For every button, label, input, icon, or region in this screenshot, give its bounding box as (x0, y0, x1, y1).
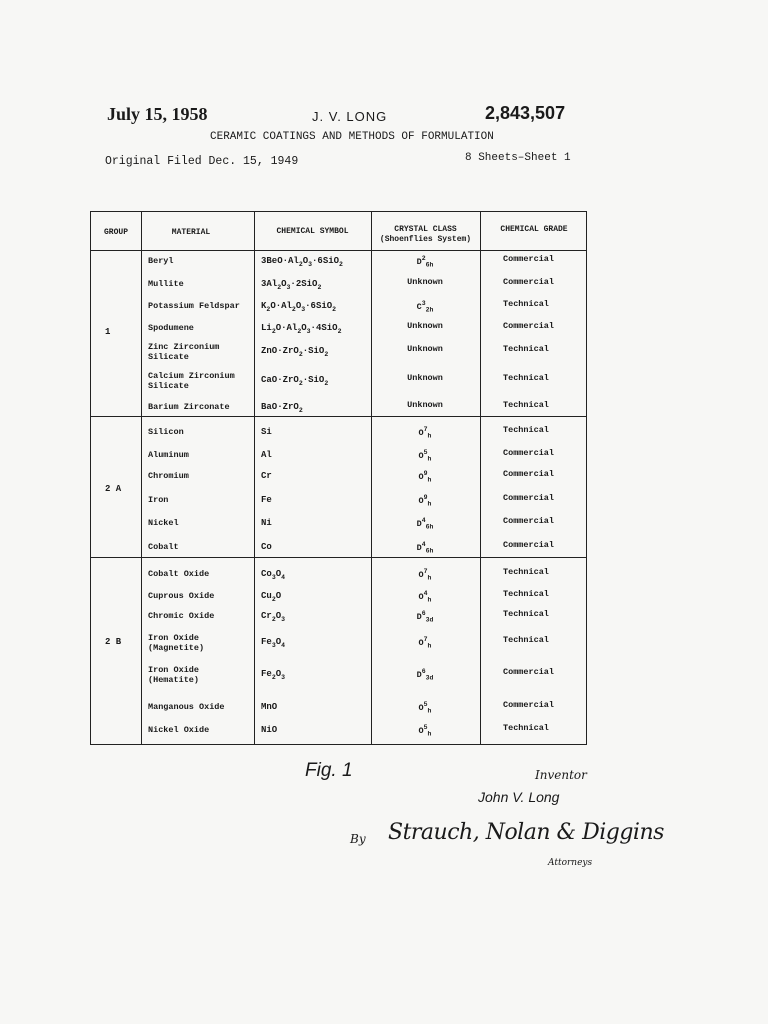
material-cell: Nickel (148, 518, 179, 528)
attorneys-label: Attorneys (548, 858, 593, 868)
chemical-grade-cell: Technical (503, 344, 549, 354)
patent-date: July 15, 1958 (107, 104, 208, 124)
chemical-symbol-cell: NiO (261, 725, 278, 735)
figure-label: Fig. 1 (305, 760, 353, 781)
material-cell: Manganous Oxide (148, 702, 225, 712)
chemical-grade-cell: Technical (503, 567, 549, 577)
crystal-class-cell: Unknown (407, 277, 443, 287)
header-material: MATERIAL (171, 228, 211, 237)
chemical-grade-cell: Technical (503, 589, 549, 599)
material-cell: Mullite (148, 279, 184, 289)
crystal-class-cell: $O^5_h$ (418, 724, 432, 738)
by-label: By (350, 832, 366, 846)
chemical-symbol-cell: $Fe_3O_4$ (261, 637, 286, 649)
crystal-class-cell: $D^4_{6h}$ (416, 517, 434, 531)
chemical-grade-cell: Commercial (503, 700, 555, 710)
material-cell: Chromium (148, 471, 189, 481)
material-cell: Chromic Oxide (148, 611, 215, 621)
chemical-symbol-cell: Ni (261, 518, 272, 528)
crystal-class-cell: Unknown (407, 344, 443, 354)
chemical-symbol-cell: $3Al_2O_3\cdot 2SiO_2$ (261, 279, 322, 291)
chemical-symbol-cell: $Cr_2O_3$ (261, 611, 286, 623)
chemical-symbol-cell: Cr (261, 471, 272, 481)
material-cell: Beryl (148, 256, 174, 266)
chemical-grade-cell: Commercial (503, 469, 555, 479)
chemical-grade-cell: Commercial (503, 516, 555, 526)
chemical-symbol-cell: Fe (261, 495, 272, 505)
crystal-class-cell: $O^4_h$ (418, 590, 432, 604)
group-label: 2 A (105, 484, 122, 494)
crystal-class-cell: Unknown (407, 373, 443, 383)
material-cell: Potassium Feldspar (148, 301, 240, 311)
group-label: 2 B (105, 637, 122, 647)
material-cell: Iron (148, 495, 169, 505)
chemical-symbol-cell: CaO·ZrO$_2$·SiO$_2$ (261, 375, 329, 387)
chemical-symbol-cell: $Fe_2O_3$ (261, 669, 286, 681)
chemical-grade-cell: Technical (503, 400, 549, 410)
chemical-grade-cell: Commercial (503, 667, 555, 677)
material-cell: Cobalt Oxide (148, 569, 210, 579)
patent-number: 2,843,507 (485, 103, 566, 123)
material-cell: Iron Oxide (Magnetite) (148, 633, 205, 653)
material-cell: Barium Zirconate (148, 402, 230, 412)
chemical-symbol-cell: $3BeO\cdot Al_2O_3\cdot 6SiO_2$ (261, 256, 343, 268)
chemical-grade-cell: Technical (503, 425, 549, 435)
material-cell: Iron Oxide (Hematite) (148, 665, 200, 685)
header-chemical-grade: CHEMICAL GRADE (500, 225, 568, 234)
crystal-class-cell: Unknown (407, 321, 443, 331)
material-cell: Cobalt (148, 542, 179, 552)
group-label: 1 (105, 327, 111, 337)
chemical-symbol-cell: Al (261, 450, 272, 460)
chemical-symbol-cell: $Co_3O_4$ (261, 569, 286, 581)
crystal-class-cell: $D^6_{3d}$ (416, 668, 434, 682)
chemical-symbol-cell: $Li_2O\cdot Al_2O_3\cdot 4SiO_2$ (261, 323, 342, 335)
crystal-class-cell: $O^7_h$ (418, 636, 432, 650)
chemical-grade-cell: Commercial (503, 493, 555, 503)
chemical-grade-cell: Commercial (503, 448, 555, 458)
header-crystal-class: CRYSTAL CLASS (Shoenflies System) (379, 225, 472, 244)
inventor-heading: J. V. LONG (312, 109, 388, 124)
chemical-grade-cell: Commercial (503, 277, 555, 287)
crystal-class-cell: $D^4_{6h}$ (416, 541, 434, 555)
header-group: GROUP (103, 228, 128, 237)
chemical-grade-cell: Technical (503, 635, 549, 645)
chemical-symbol-cell: BaO·ZrO$_2$ (261, 402, 303, 414)
crystal-class-cell: $O^5_h$ (418, 449, 432, 463)
chemical-symbol-cell: $Cu_2O$ (261, 591, 282, 603)
material-cell: Calcium Zirconium Silicate (148, 371, 235, 391)
crystal-class-cell: $C^3_{2h}$ (416, 300, 434, 314)
material-cell: Silicon (148, 427, 184, 437)
crystal-class-cell: $O^7_h$ (418, 426, 432, 440)
material-cell: Zinc Zirconium Silicate (148, 342, 220, 362)
chemical-symbol-cell: Co (261, 542, 272, 552)
filed-date: Original Filed Dec. 15, 1949 (105, 155, 299, 168)
material-cell: Nickel Oxide (148, 725, 210, 735)
chemical-grade-cell: Technical (503, 373, 549, 383)
chemical-symbol-cell: $K_2O\cdot Al_2O_3\cdot 6SiO_2$ (261, 301, 337, 313)
crystal-class-cell: $D^2_{6h}$ (416, 255, 434, 269)
crystal-class-cell: $O^7_h$ (418, 568, 432, 582)
chemical-grade-cell: Technical (503, 723, 549, 733)
chemical-grade-cell: Commercial (503, 321, 555, 331)
crystal-class-cell: $O^9_h$ (418, 470, 432, 484)
inventor-label: Inventor (535, 768, 587, 782)
crystal-class-cell: $O^5_h$ (418, 701, 432, 715)
materials-table (90, 211, 587, 745)
chemical-symbol-cell: MnO (261, 702, 278, 712)
chemical-grade-cell: Technical (503, 609, 549, 619)
chemical-grade-cell: Technical (503, 299, 549, 309)
header-chemical-symbol: CHEMICAL SYMBOL (276, 227, 349, 236)
crystal-class-cell: $O^9_h$ (418, 494, 432, 508)
chemical-symbol-cell: Si (261, 427, 272, 437)
sheet-count: 8 Sheets–Sheet 1 (465, 152, 571, 164)
chemical-symbol-cell: ZnO·ZrO$_2$·SiO$_2$ (261, 346, 329, 358)
inventor-name: John V. Long (478, 789, 560, 805)
crystal-class-cell: $D^6_{3d}$ (416, 610, 434, 624)
chemical-grade-cell: Commercial (503, 254, 555, 264)
patent-title: CERAMIC COATINGS AND METHODS OF FORMULATION (210, 131, 494, 143)
material-cell: Cuprous Oxide (148, 591, 215, 601)
material-cell: Aluminum (148, 450, 189, 460)
attorney-signature: Strauch, Nolan & Diggins (388, 820, 664, 845)
crystal-class-cell: Unknown (407, 400, 443, 410)
chemical-grade-cell: Commercial (503, 540, 555, 550)
material-cell: Spodumene (148, 323, 194, 333)
